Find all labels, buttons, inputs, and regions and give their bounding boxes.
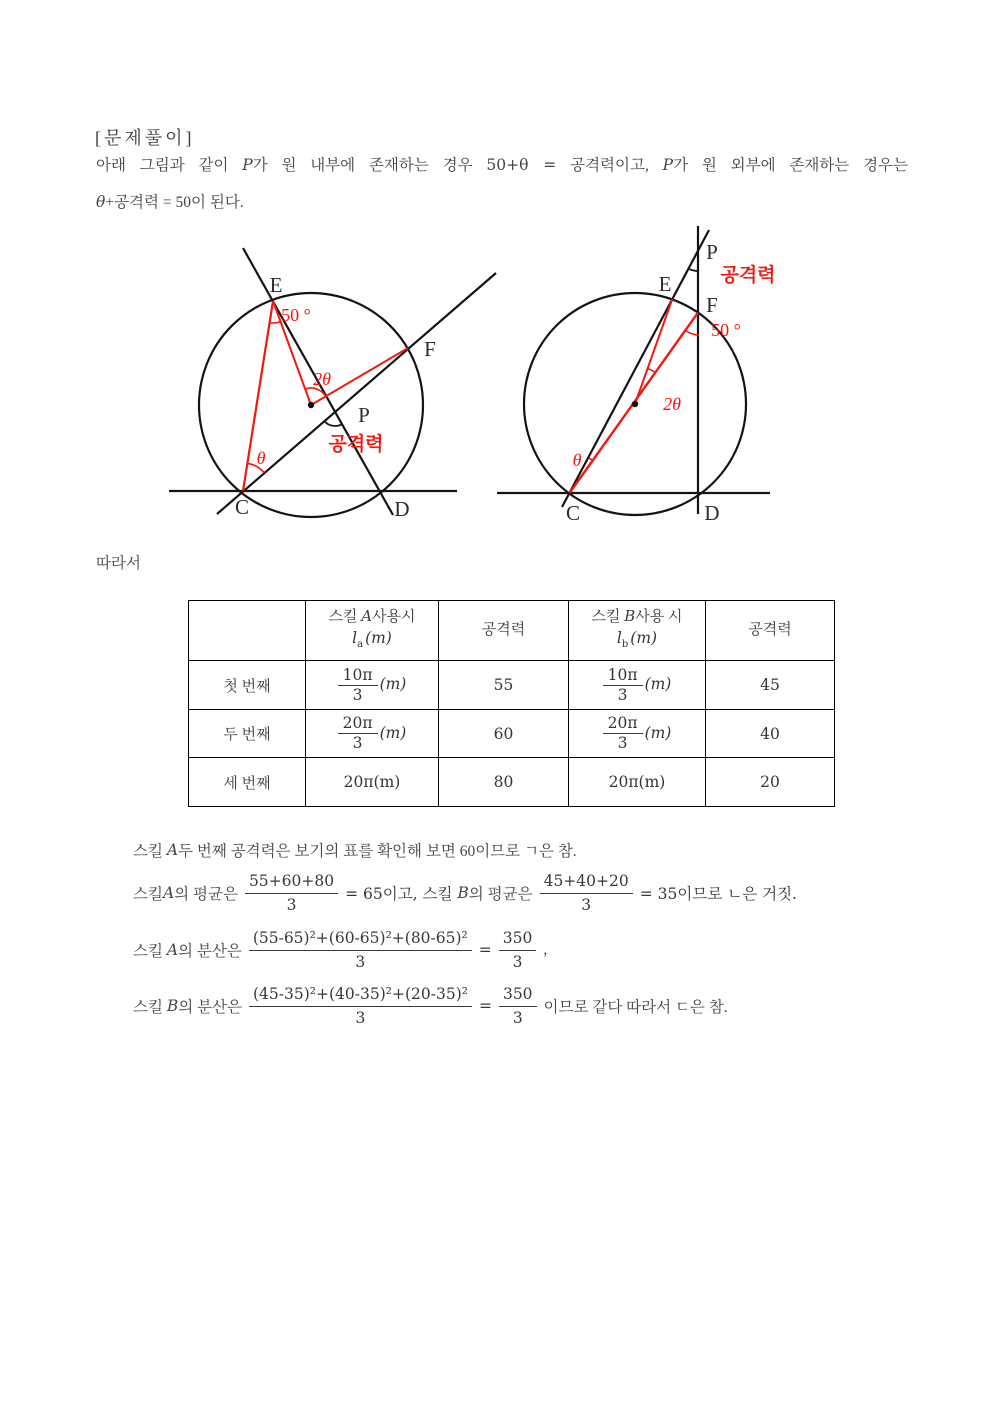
row-label: 두 번째 <box>189 710 306 758</box>
p4-text: 스킬 <box>133 999 167 1016</box>
skill-a-text: 스킬 <box>328 608 362 625</box>
lb-subscript: b <box>621 639 629 651</box>
equals-sign: = <box>478 941 492 959</box>
result-fraction <box>499 985 537 1028</box>
left-label-F: F <box>424 337 436 361</box>
frac-numerator: 45+40+20 <box>540 872 633 894</box>
p2-text: 의 평균은 <box>468 886 533 903</box>
right-angle-label-theta: θ <box>572 450 582 470</box>
cell-b-power: 40 <box>706 710 835 758</box>
la-symbol: l <box>352 628 358 647</box>
intro-seg1: 아래 그림과 같이 <box>96 157 243 174</box>
var-P-1: P <box>242 156 253 174</box>
p2-equals-65: = 65이고, 스킬 <box>345 885 458 903</box>
result-fraction <box>499 929 537 972</box>
p3-text: 의 분산은 <box>178 943 242 960</box>
var-theta: θ <box>96 193 106 211</box>
frac-numerator: 55+60+80 <box>245 872 338 894</box>
left-label-D: D <box>394 497 410 521</box>
mean-b-fraction <box>540 872 633 915</box>
skill-a-suffix: 사용시 <box>372 608 416 625</box>
left-center-dot <box>308 402 314 408</box>
unit-m: (m) <box>379 675 407 693</box>
frac-denominator: 3 <box>352 734 363 752</box>
header-power-a: 공격력 <box>439 601 569 661</box>
left-attack-power-label: 공격력 <box>328 434 384 455</box>
right-angle-label-2theta: 2θ <box>663 394 681 414</box>
analysis-line-3 <box>133 924 547 976</box>
header-empty-cell <box>189 601 306 661</box>
therefore-text: 따라서 <box>96 555 141 572</box>
cell-a-distance <box>306 661 439 710</box>
cell-b-power: 45 <box>706 661 835 710</box>
equals-sign: = <box>478 997 492 1015</box>
skill-a-var: A <box>361 606 373 625</box>
left-label-E: E <box>269 273 283 297</box>
analysis-line-1 <box>133 839 577 861</box>
frac-denominator: 3 <box>617 734 628 752</box>
variance-b-fraction <box>249 985 472 1028</box>
intro-seg4: 가 원 외부에 존재하는 경우는 <box>673 157 908 174</box>
frac-numerator: 10π <box>603 667 643 686</box>
intro-line-1 <box>96 153 908 175</box>
unit-m: (m) <box>644 723 672 742</box>
p1-var-A: A <box>166 841 179 859</box>
cell-a-power: 60 <box>439 710 569 758</box>
frac-numerator: 10π <box>338 667 378 686</box>
frac-numerator: 350 <box>499 929 537 951</box>
intro-math1: 50+θ = <box>486 156 557 174</box>
skill-b-suffix: 사용 시 <box>635 608 683 625</box>
table-header-row <box>189 601 835 661</box>
table-row <box>189 661 835 710</box>
left-angle-label-50: 50 ° <box>281 305 311 325</box>
cell-a-distance <box>306 710 439 758</box>
left-label-C: C <box>234 495 250 519</box>
p2-equals-35: = 35이므로 ㄴ은 거짓. <box>639 885 797 903</box>
right-label-E: E <box>658 272 672 296</box>
p4-conclusion: 이므로 같다 따라서 ㄷ은 참. <box>543 999 728 1016</box>
mean-a-fraction <box>245 872 338 915</box>
unit-m: (m) <box>379 723 407 742</box>
variance-a-fraction <box>249 929 472 972</box>
frac-denominator: 3 <box>581 895 592 914</box>
cell-b-distance <box>569 661 706 710</box>
frac-denominator: 3 <box>512 952 523 971</box>
right-label-F: F <box>706 293 718 317</box>
frac-numerator: (45-35)²+(40-35)²+(20-35)² <box>249 985 472 1007</box>
intro-l2-seg: +공격력 = 50이 된다. <box>105 194 244 211</box>
p4-text: 의 분산은 <box>178 999 242 1016</box>
frac-numerator: 20π <box>338 715 378 734</box>
row-label: 세 번째 <box>189 758 306 807</box>
left-diagram <box>169 248 496 521</box>
p1-text: 스킬 <box>133 843 167 860</box>
right-center-dot <box>632 401 638 407</box>
frac-denominator: 3 <box>355 1008 366 1027</box>
lb-symbol: l <box>616 628 622 647</box>
analysis-line-4 <box>133 980 728 1032</box>
unit-m: (m) <box>644 675 672 693</box>
right-label-P: P <box>706 240 718 264</box>
right-secant-CEP <box>562 230 709 507</box>
intro-line-2 <box>96 190 908 212</box>
right-label-D: D <box>704 501 720 525</box>
frac-denominator: 3 <box>617 685 628 704</box>
p2-var-B: B <box>457 884 469 902</box>
cell-b-distance <box>569 710 706 758</box>
p1-text-tail: 두 번째 공격력은 보기의 표를 확인해 보면 60이므로 ㄱ은 참. <box>178 843 577 860</box>
p4-var-B: B <box>166 997 179 1015</box>
p3-text: 스킬 <box>133 943 167 960</box>
cell-a-power: 80 <box>439 758 569 807</box>
table-row <box>189 710 835 758</box>
frac-denominator: 3 <box>355 952 366 971</box>
header-skill-a <box>306 601 439 661</box>
cell-b-power: 20 <box>706 758 835 807</box>
right-label-C: C <box>565 501 581 525</box>
cell-a-distance: 20π(m) <box>306 758 439 807</box>
frac-numerator: 20π <box>603 715 643 734</box>
intro-seg3: 공격력이고, <box>556 157 663 174</box>
right-angle-arc-center <box>647 368 656 373</box>
skill-b-var: B <box>624 606 636 625</box>
right-angle-mark-P <box>689 269 698 271</box>
left-label-P: P <box>358 403 370 427</box>
cell-a-power: 55 <box>439 661 569 710</box>
right-segment-center-E-red <box>635 299 672 404</box>
frac-numerator: (55-65)²+(60-65)²+(80-65)² <box>249 929 472 951</box>
frac-denominator: 3 <box>286 895 297 914</box>
analysis-line-2 <box>133 869 797 917</box>
geometry-diagrams <box>90 222 900 534</box>
left-angle-label-2theta: 2θ <box>313 369 331 389</box>
p3-comma: , <box>543 941 548 958</box>
row-label: 첫 번째 <box>189 661 306 710</box>
right-angle-label-50: 50 ° <box>711 320 741 340</box>
p2-var-A: A <box>162 884 175 902</box>
left-angle-arc-E <box>270 322 281 323</box>
intro-seg2: 가 원 내부에 존재하는 경우 <box>252 157 487 174</box>
la-subscript: a <box>357 639 364 651</box>
skill-attack-table <box>188 600 835 807</box>
lb-unit: (m) <box>630 628 658 647</box>
right-diagram <box>497 226 776 525</box>
right-angle-arc-C <box>589 458 594 461</box>
var-P-2: P <box>662 156 674 174</box>
header-skill-b <box>569 601 706 661</box>
p3-var-A: A <box>166 941 179 959</box>
frac-numerator: 350 <box>499 985 537 1007</box>
header-power-b: 공격력 <box>706 601 835 661</box>
p2-text: 스킬 <box>133 886 163 903</box>
p2-text: 의 평균은 <box>174 886 238 903</box>
page-title: [문제풀이] <box>95 128 195 148</box>
la-unit: (m) <box>365 628 392 647</box>
cell-b-distance: 20π(m) <box>569 758 706 807</box>
left-angle-label-theta: θ <box>256 448 266 468</box>
frac-denominator: 3 <box>352 685 363 704</box>
table-row <box>189 758 835 807</box>
right-attack-power-label: 공격력 <box>720 265 776 286</box>
skill-b-text: 스킬 <box>591 608 625 625</box>
frac-denominator: 3 <box>512 1008 523 1027</box>
